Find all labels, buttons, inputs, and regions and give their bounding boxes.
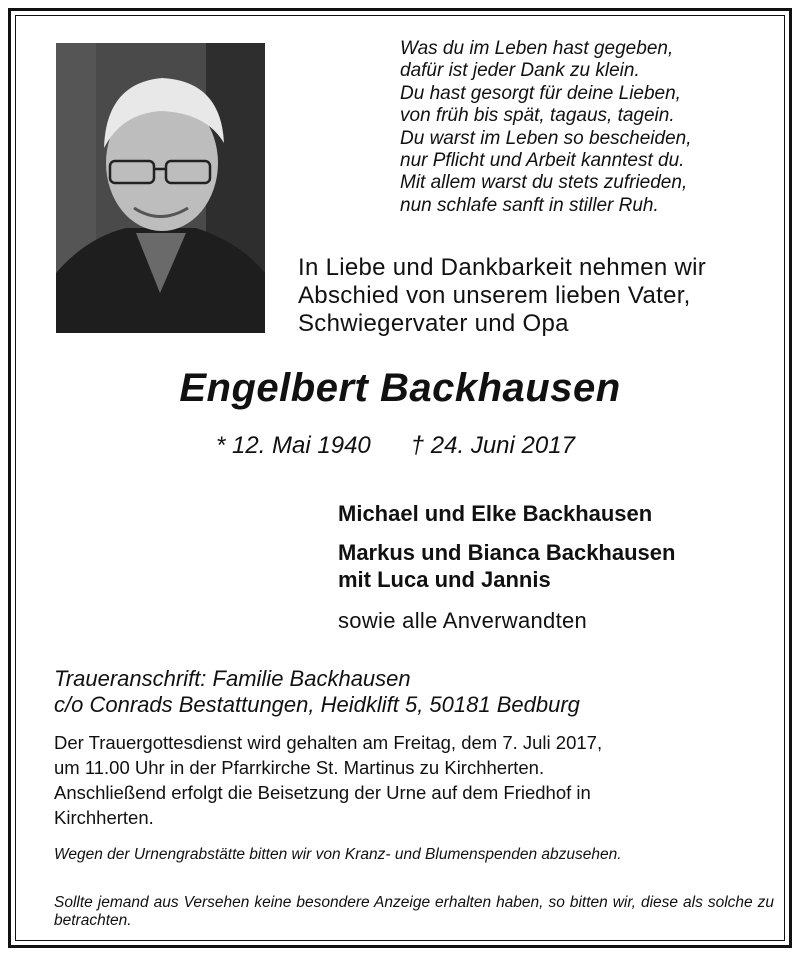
poem-line: Du warst im Leben so bescheiden,: [400, 127, 692, 149]
birth-date: * 12. Mai 1940: [216, 432, 371, 459]
poem-line: Was du im Leben hast gegeben,: [400, 38, 674, 59]
poem-line: Du hast gesorgt für deine Lieben,: [400, 82, 681, 104]
address-line: Traueranschrift: Familie Backhausen: [54, 666, 411, 691]
poem-line: nur Pflicht und Arbeit kanntest du.: [400, 150, 685, 172]
service-line: Kirchherten.: [54, 807, 154, 828]
mourner-line: mit Luca und Jannis: [338, 567, 551, 592]
mourning-address: [54, 666, 580, 718]
service-line: Der Trauergottesdienst wird gehalten am Freitag, dem 7. Juli 2017,: [54, 732, 603, 753]
mourners: [338, 500, 778, 593]
relatives-line: sowie alle Anverwandten: [338, 608, 588, 633]
poem-line: Mit allem warst du stets zufrieden,: [400, 172, 688, 194]
service-line: Anschließend erfolgt die Beisetzung der Urne auf dem Friedhof in: [54, 782, 591, 803]
poem: [400, 38, 780, 217]
service-line: um 11.00 Uhr in der Pfarrkirche St. Martinus zu Kirchherten.: [54, 757, 545, 778]
flowers-note: Wegen der Urnengrabstätte bitten wir von Kranz- und Blumenspenden abzusehen.: [54, 846, 622, 863]
poem-line: dafür ist jeder Dank zu klein.: [400, 60, 640, 82]
deceased-name: Engelbert Backhausen: [179, 366, 621, 410]
funeral-service-info: [54, 730, 774, 830]
address-line: c/o Conrads Bestattungen, Heidklift 5, 50181 Bedburg: [54, 692, 580, 717]
death-date: † 24. Juni 2017: [410, 432, 575, 459]
intro-line: Schwiegervater und Opa: [298, 310, 569, 337]
portrait-photo: [56, 43, 265, 333]
intro-line: In Liebe und Dankbarkeit nehmen wir: [298, 254, 707, 281]
poem-line: von früh bis spät, tagaus, tagein.: [400, 105, 675, 127]
farewell-intro: [298, 254, 778, 338]
life-dates: [216, 432, 575, 460]
intro-line: Abschied von unserem lieben Vater,: [298, 282, 691, 309]
inner-border: [15, 15, 785, 941]
obituary-frame: [8, 8, 792, 948]
mourner-line: Markus und Bianca Backhausen: [338, 540, 676, 565]
notice-note: Sollte jemand aus Versehen keine besondere Anzeige erhalten haben, so bitten wir, diese als solche zu betrachten.: [54, 894, 774, 929]
mourner-line: Michael und Elke Backhausen: [338, 501, 653, 526]
poem-line: nun schlafe sanft in stiller Ruh.: [400, 194, 659, 216]
